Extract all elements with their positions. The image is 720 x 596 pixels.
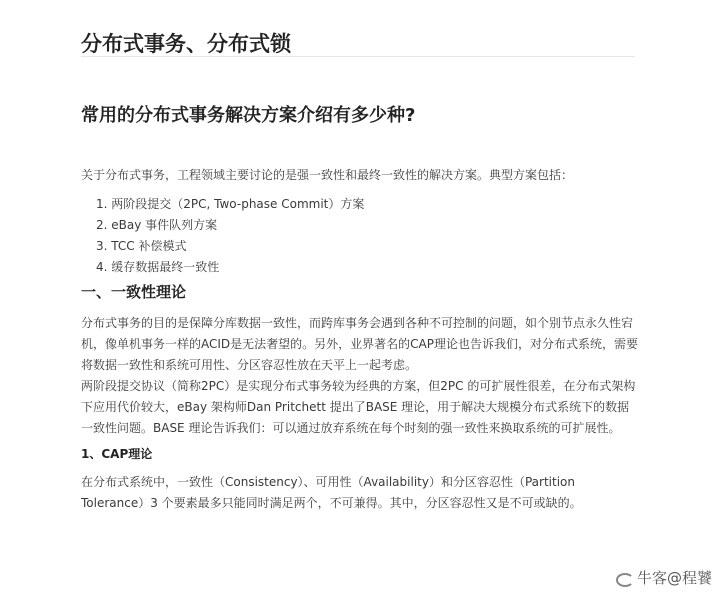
paragraph-distributed-goal: 分布式事务的目的是保障分库数据一致性，而跨库事务会遇到各种不可控制的问题，如个别节点永久性宕机，像单机事务一样的ACID是无法奢望的。另外，业界著名的CAP理论也告诉我们，对分布式系统，需要将数据一致性和系统可用性、分区容忍性放在天平上一起考虑。	[81, 316, 638, 372]
intro-paragraph: 关于分布式事务，工程领域主要讨论的是强一致性和最终一致性的解决方案。典型方案包括：	[81, 168, 574, 182]
title-divider	[81, 56, 635, 57]
solutions-list	[96, 194, 364, 278]
nowcoder-logo-icon	[615, 571, 633, 585]
section-title: 常用的分布式事务解决方案介绍有多少种?	[81, 105, 416, 126]
page-title: 分布式事务、分布式锁	[81, 32, 291, 56]
list-item: 4. 缓存数据最终一致性	[96, 260, 220, 274]
list-item: 2. eBay 事件队列方案	[96, 218, 218, 232]
cap-heading: 1、CAP理论	[81, 447, 153, 461]
list-item: 1. 两阶段提交（2PC, Two-phase Commit）方案	[96, 197, 365, 211]
consistency-heading: 一、一致性理论	[81, 283, 187, 301]
list-item: 3. TCC 补偿模式	[96, 239, 187, 253]
watermark-text: 牛客@程饕	[636, 569, 712, 587]
watermark	[615, 567, 712, 588]
paragraph-2pc-base: 两阶段提交协议（简称2PC）是实现分布式事务较为经典的方案，但2PC 的可扩展性很差，在分布式架构下应用代价较大，eBay 架构师Dan Pritchett 提出了BASE 理论，用于解决大规模分布式系统下的数据一致性问题。BASE 理论告诉我们：可以通过放弃系统在每个时刻的强一致性来换取系统的可扩展性。	[81, 379, 636, 435]
paragraph-cap: 在分布式系统中，一致性（Consistency）、可用性（Availability）和分区容忍性（Partition Tolerance）3 个要素最多只能同时满足两个，不可兼得。其中，分区容忍性又是不可或缺的。	[81, 475, 582, 510]
